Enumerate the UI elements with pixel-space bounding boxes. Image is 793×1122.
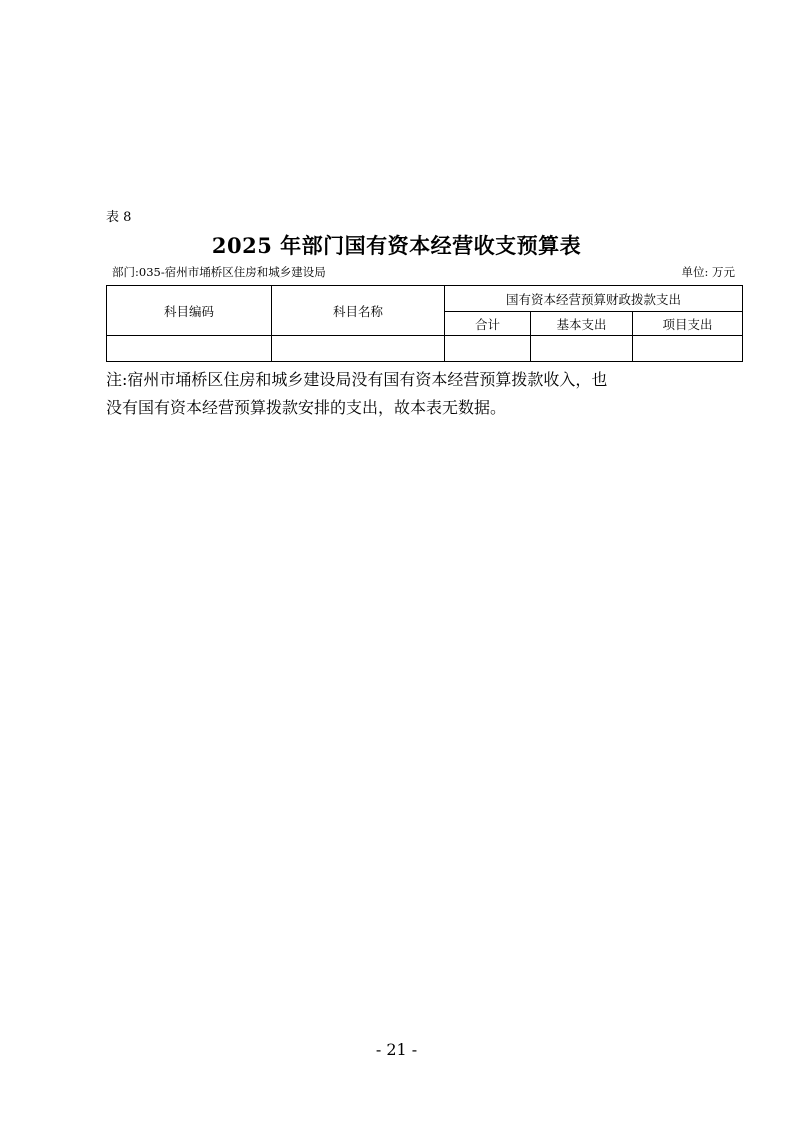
table-cell	[633, 336, 743, 362]
page-number: - 21 -	[375, 1040, 418, 1059]
unit-label: 单位: 万元	[681, 265, 735, 279]
table-header-row	[107, 286, 743, 312]
header-basic-expenditure: 基本支出	[531, 312, 633, 336]
table-cell	[531, 336, 633, 362]
note-line-2: 没有国有资本经营预算拨款安排的支出，故本表无数据。	[106, 398, 507, 417]
header-project-expenditure: 项目支出	[633, 312, 743, 336]
table-cell	[445, 336, 531, 362]
budget-table	[106, 285, 743, 362]
note-line-1: 注:宿州市埇桥区住房和城乡建设局没有国有资本经营预算拨款收入，也	[106, 370, 608, 389]
table-number-label: 表 8	[106, 210, 132, 225]
table-cell	[272, 336, 445, 362]
header-subject-code: 科目编码	[107, 286, 272, 336]
page-title: 2025 年部门国有资本经营收支预算表	[211, 233, 582, 258]
table-row	[107, 336, 743, 362]
header-subject-name: 科目名称	[272, 286, 445, 336]
header-total: 合计	[445, 312, 531, 336]
header-expenditure-group: 国有资本经营预算财政拨款支出	[445, 286, 743, 312]
department-label: 部门:035-宿州市埇桥区住房和城乡建设局	[112, 265, 326, 279]
table-cell	[107, 336, 272, 362]
table-note	[106, 366, 706, 422]
